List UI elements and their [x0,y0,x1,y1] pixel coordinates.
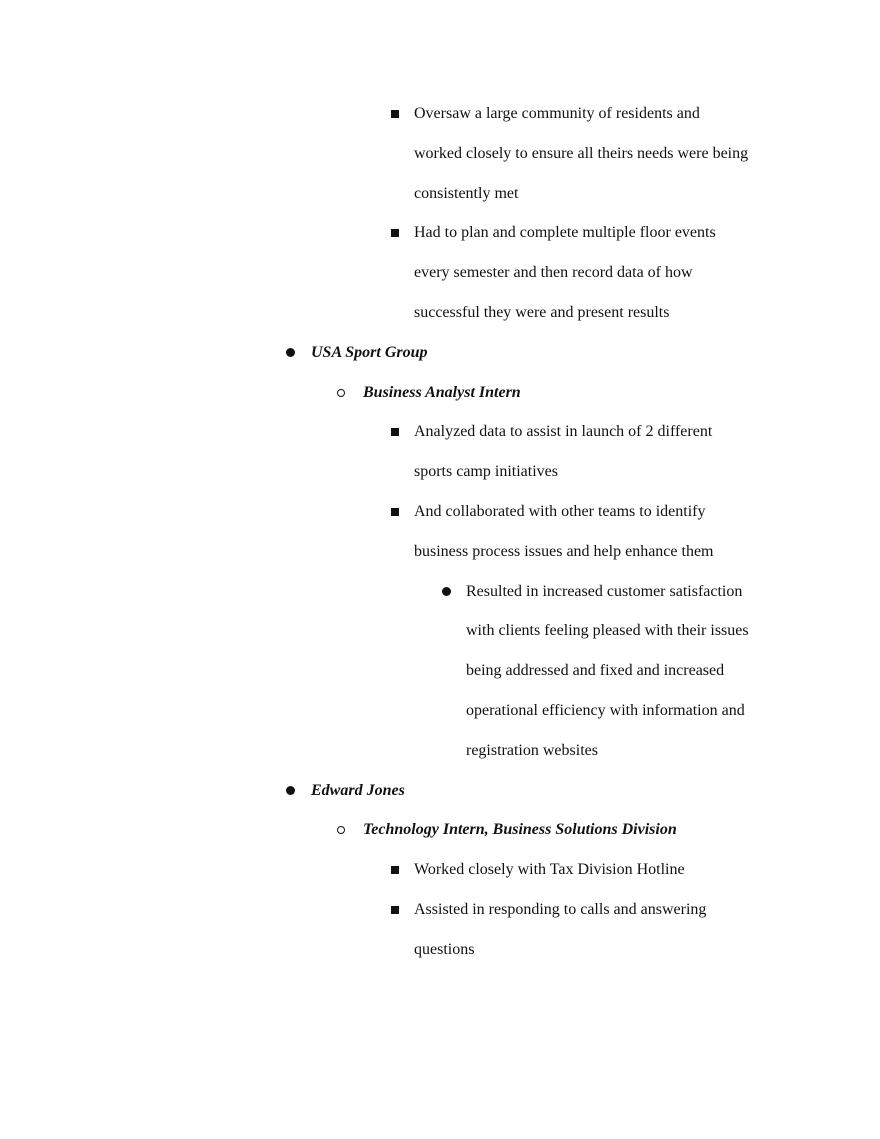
circle-bullet-icon [337,826,345,834]
square-bullet-icon [391,110,399,118]
square-bullet-icon [391,428,399,436]
list-item-text-line: Assisted in responding to calls and answering [414,901,707,918]
square-bullet-icon [391,906,399,914]
list-item-text-line: with clients feeling pleased with their issues [466,622,749,640]
list-item-text-line: business process issues and help enhance them [414,542,714,560]
disc-bullet-icon [286,348,295,357]
list-item-text-line: Had to plan and complete multiple floor events [414,224,716,242]
list-item-text-line: Oversaw a large community of residents and [414,105,700,122]
list-item-text-line: Technology Intern, Business Solutions Division [363,821,677,839]
list-item-text-line: Edward Jones [311,781,405,799]
list-item-text-line: Resulted in increased customer satisfaction [466,582,743,600]
list-item-text-line: And collaborated with other teams to identify [414,503,706,520]
disc-bullet-icon [442,587,451,596]
list-item-text-line: being addressed and fixed and increased [466,662,725,680]
list-item-text-line: consistently met [414,184,519,202]
list-item-text-line: Analyzed data to assist in launch of 2 different [414,423,713,441]
list-item-text-line: sports camp initiatives [414,463,558,481]
square-bullet-icon [391,866,399,874]
list-item-text-line: questions [414,940,475,958]
list-item-text-line: successful they were and present results [414,304,670,321]
circle-bullet-icon [337,389,345,397]
list-item-text-line: every semester and then record data of how [414,264,693,282]
list-item-text-line: operational efficiency with information and [466,702,745,719]
list-item-text-line: Worked closely with Tax Division Hotline [414,861,685,879]
square-bullet-icon [391,508,399,516]
list-item-text-line: USA Sport Group [311,343,428,361]
disc-bullet-icon [286,786,295,795]
list-item-text-line: worked closely to ensure all theirs needs were being [414,144,749,162]
square-bullet-icon [391,229,399,237]
list-item-text-line: registration websites [466,741,598,759]
list-item-text-line: Business Analyst Intern [363,383,521,401]
